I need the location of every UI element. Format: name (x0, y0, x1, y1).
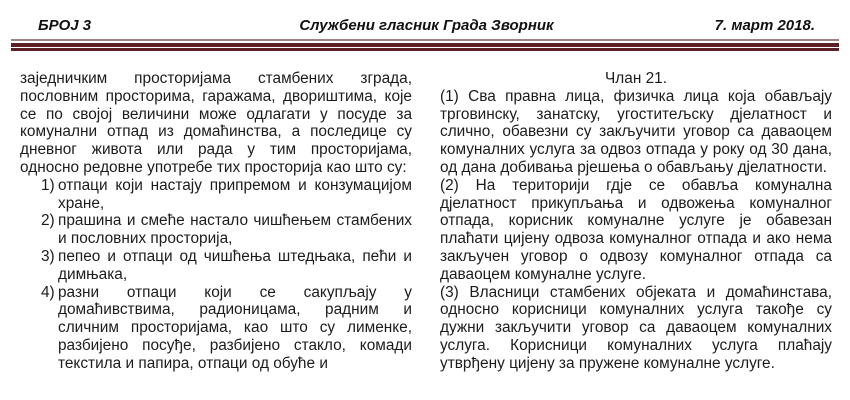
two-column-body (0, 51, 850, 373)
list-item-text: разни отпаци који се сакупљају у домаћивствима, радионицама, радним и сличним просторијама, као што су лименке, разбијено посуђе, разбијено стакло, комади текстила и папира, отпаци од обуће и (58, 283, 412, 372)
gazette-title: Службени гласник Града Зворник (299, 17, 554, 34)
list-item (41, 212, 412, 248)
list-item (41, 248, 412, 284)
header-divider-rule (11, 39, 839, 51)
article-paragraph-1: (1) Сва правна лица, физичка лица која обављају трговинску, занатску, угоститељску дјелатност и слично, обавезни су закључити уговор са даваоцем комуналних услуга за одвоз отпада у року од 30 дана, од дана добивања рјешења о обављању дјелатности. (440, 87, 832, 176)
issue-date: 7. март 2018. (714, 17, 815, 34)
list-item-number: 1) (41, 176, 55, 194)
article-paragraph-2: (2) На територији гдје се обавља комунална дјелатност прикупљања и одвожења комуналног отпада, корисник комуналне услуге је обавезан плаћати цијену одвоза комуналног отпада и ако нема закључен уговор о одвозу комуналног отпада са даваоцем комуналне услуге. (440, 176, 832, 283)
issue-number: БРОЈ 3 (38, 17, 92, 34)
list-item-number: 4) (41, 283, 55, 301)
article-paragraph-3: (3) Власници стамбених објеката и домаћинстава, односно корисници комуналних услуга такође су дужни закључити уговор са даваоцем комуналних услуга. Корисници комуналних услуга плаћају утврђену цијену за пружене комуналне услуге. (440, 283, 832, 372)
list-item-number: 2) (41, 212, 55, 230)
numbered-list (20, 177, 412, 373)
page-header (0, 0, 850, 33)
list-item-text: отпаци који настају припремом и конзумацијом хране, (58, 176, 412, 212)
left-column (20, 70, 412, 373)
list-item (41, 177, 412, 213)
right-column (440, 70, 832, 373)
list-item-text: пепео и отпаци од чишћења штедњака, пећи и димњака, (58, 247, 412, 283)
list-item-text: прашина и смеће настало чишћењем стамбених и пословних просторија, (58, 212, 412, 248)
body-paragraph-intro: заједничким просторијама стамбених зграда, пословним просторима, гаражама, двориштима, које се по својој величини може одлагати у посуде за комунални отпад из домаћинства, а последице су дневног живота или рада у тим просторијама, односно редовне употребе тих просторија као што су: (20, 70, 412, 176)
list-item (41, 284, 412, 373)
article-heading: Члан 21. (605, 70, 667, 87)
list-item-number: 3) (41, 247, 55, 265)
